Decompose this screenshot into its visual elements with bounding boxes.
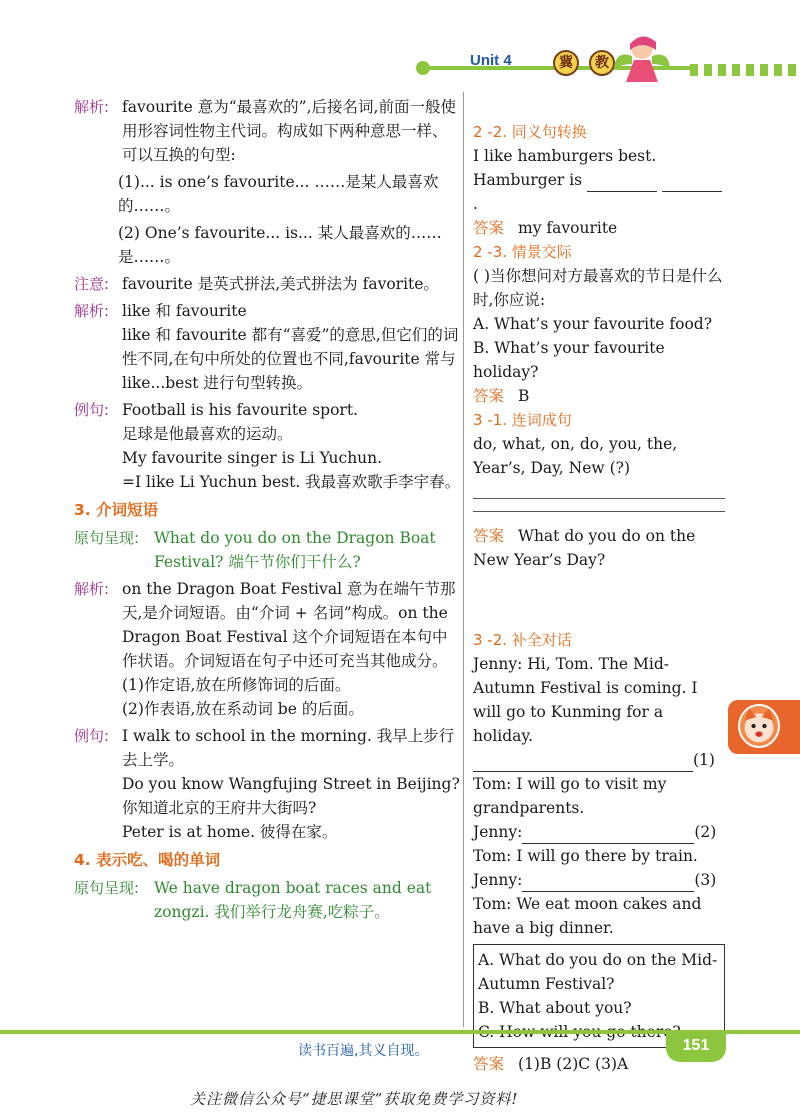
- dialogue-line: Tom: I will go to visit my grandparents.: [473, 775, 667, 817]
- answer-text: my favourite: [518, 219, 618, 237]
- answer-line: [473, 498, 725, 499]
- example-sentence: =I like Li Yuchun best. 我最喜欢歌手李宇春。: [122, 473, 461, 491]
- analysis-text: like 和 favourite 都有“喜爱”的意思,但它们的词性不同,在句中所处的位置也不同,favourite 常与 like...best 进行句型转换。: [122, 326, 459, 392]
- option-b: B. What about you?: [478, 999, 632, 1017]
- dialogue-blank-row: [473, 820, 725, 844]
- header-checker-pattern: [690, 64, 800, 76]
- answer-label: 答案: [473, 387, 505, 405]
- example-sentence: Peter is at home. 彼得在家。: [122, 823, 338, 841]
- pattern-1: (1)... is one’s favourite... ……是某人最喜欢的……。: [118, 173, 439, 215]
- dialogue-blank-row: [473, 748, 725, 772]
- analysis-text: on the Dragon Boat Festival 意为在端午节那天,是介词短语。由“介词 + 名词”构成。on the Dragon Boat Festival 这个介词短语在本句中作状语。介词短语在句子中还可充当其他成分。: [122, 580, 456, 670]
- watermark-text: 关注微信公众号“捷思课堂”获取免费学习资料!: [190, 1090, 519, 1108]
- right-column: [473, 120, 725, 1076]
- speaker: Jenny:: [473, 823, 523, 841]
- example-sentence: Do you know Wangfujing Street in Beijing? 你知道北京的王府井大街吗?: [122, 775, 460, 817]
- section-4-heading: 4. 表示吃、喝的单词: [74, 851, 221, 869]
- exercise-2-2-title: 2 -2. 同义句转换: [473, 123, 587, 141]
- example-sentence: 足球是他最喜欢的运动。: [122, 425, 293, 443]
- exercise-3-1-words: do, what, on, do, you, the, Year’s, Day, New (?): [473, 435, 678, 477]
- exercise-2-3-stem: ( )当你想问对方最喜欢的节日是什么时,你应说:: [473, 267, 723, 309]
- answer-line: [473, 511, 725, 512]
- unit-label: Unit 4: [470, 52, 512, 69]
- blank-number: (3): [694, 871, 717, 889]
- analysis-text: favourite 意为“最喜欢的”,后接名词,前面一般使用形容词性物主代词。构成如下两种意思一样、可以互换的句型:: [122, 98, 456, 164]
- page-number: 151: [666, 1032, 726, 1062]
- exercise-2-2-blanks: [473, 168, 725, 216]
- note-label: 注意:: [74, 275, 110, 293]
- analysis-label: 解析:: [74, 98, 110, 116]
- original-label: 原句呈现:: [74, 529, 140, 547]
- option-a: A. What do you do on the Mid-Autumn Festival?: [478, 951, 718, 993]
- footer-motto: 读书百遍,其义自现。: [298, 1043, 429, 1059]
- original-sentence: We have dragon boat races and eat zongzi. 我们举行龙舟赛,吃粽子。: [154, 879, 432, 921]
- example-sentence: My favourite singer is Li Yuchun.: [122, 449, 383, 467]
- example-label: 例句:: [74, 727, 110, 745]
- analysis-label: 解析:: [74, 580, 110, 598]
- answer-label: 答案: [473, 527, 505, 545]
- analysis-point-2: (2)作表语,放在系动词 be 的后面。: [122, 700, 364, 718]
- answer-text: (1)B (2)C (3)A: [518, 1055, 629, 1073]
- blank-number: (1): [693, 751, 715, 769]
- page-header: [0, 0, 800, 92]
- header-dot: [416, 61, 430, 75]
- badge-jiao: 教: [589, 50, 615, 76]
- dialogue-blank-row: [473, 868, 725, 892]
- dialogue-line: Tom: We eat moon cakes and have a big dinner.: [473, 895, 702, 937]
- analysis-point-1: (1)作定语,放在所修饰词的后面。: [122, 676, 351, 694]
- cartoon-face-icon: [738, 704, 780, 748]
- analysis-title: like 和 favourite: [122, 302, 247, 320]
- left-column: [74, 95, 462, 927]
- analysis-label: 解析:: [74, 302, 110, 320]
- exercise-3-1-title: 3 -1. 连词成句: [473, 411, 572, 429]
- original-sentence: What do you do on the Dragon Boat Festival? 端午节你们干什么?: [154, 529, 436, 571]
- dialogue-line: Jenny: Hi, Tom. The Mid-Autumn Festival is coming. I will go to Kunming for a holiday.: [473, 655, 698, 745]
- note-text: favourite 是英式拼法,美式拼法为 favorite。: [122, 275, 439, 293]
- speaker: Jenny:: [473, 871, 523, 889]
- answer-blank: [662, 191, 722, 192]
- exercise-3-2-title: 3 -2. 补全对话: [473, 631, 572, 649]
- option-a: A. What’s your favourite food?: [473, 315, 713, 333]
- answer-label: 答案: [473, 219, 505, 237]
- answer-text: B: [518, 387, 530, 405]
- exercise-2-2-stem: Hamburger is: [473, 171, 583, 189]
- answer-blank: [587, 191, 657, 192]
- blank-number: (2): [694, 823, 717, 841]
- badge-ji: 冀: [553, 50, 579, 76]
- fairy-mascot-icon: [612, 30, 672, 88]
- period: .: [473, 195, 478, 213]
- section-3-heading: 3. 介词短语: [74, 501, 159, 519]
- example-sentence: Football is his favourite sport.: [122, 401, 358, 419]
- option-b: B. What’s your favourite holiday?: [473, 339, 665, 381]
- column-divider: [463, 92, 464, 1027]
- answer-text: What do you do on the New Year’s Day?: [473, 527, 696, 569]
- original-label: 原句呈现:: [74, 879, 140, 897]
- exercise-2-3-title: 2 -3. 情景交际: [473, 243, 572, 261]
- exercise-2-2-line: I like hamburgers best.: [473, 147, 657, 165]
- example-sentence: I walk to school in the morning. 我早上步行去上学。: [122, 727, 455, 769]
- answer-label: 答案: [473, 1055, 505, 1073]
- example-label: 例句:: [74, 401, 110, 419]
- pattern-2: (2) One’s favourite... is... 某人最喜欢的……是……。: [118, 224, 442, 266]
- dialogue-line: Tom: I will go there by train.: [473, 847, 698, 865]
